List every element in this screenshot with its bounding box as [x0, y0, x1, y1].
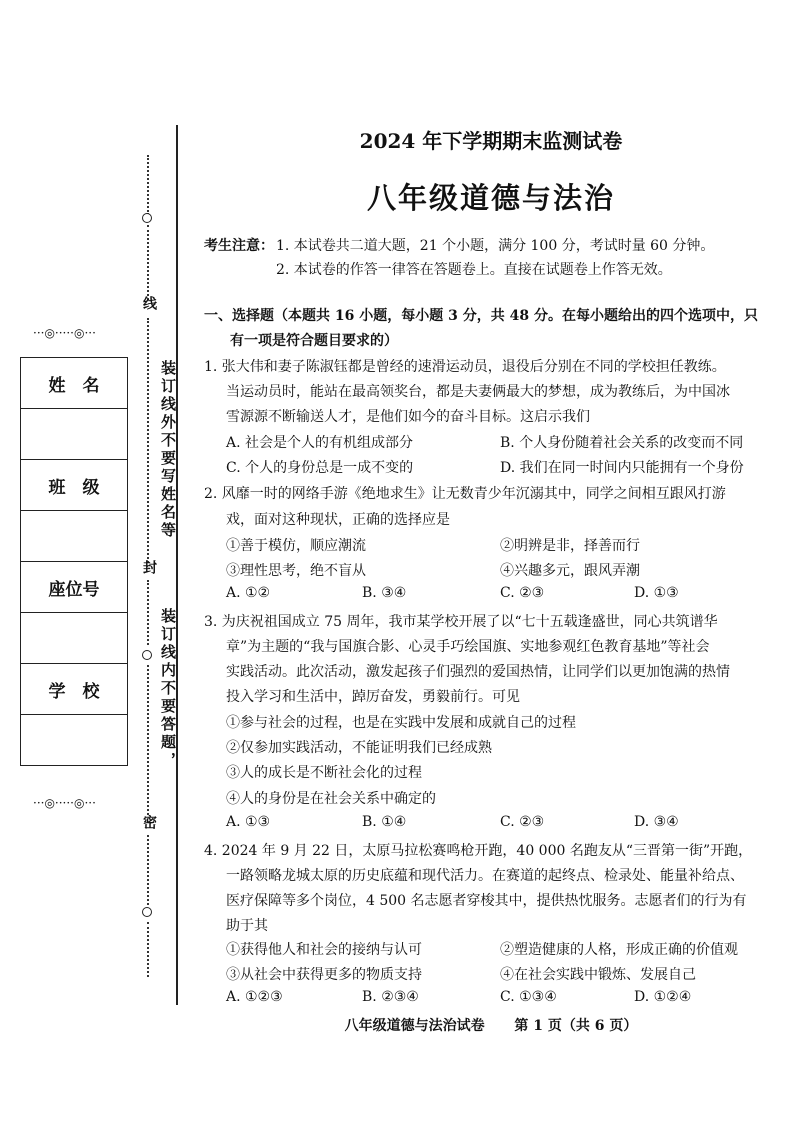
question-3-line: 章”为主题的“我与国旗合影、心灵手巧绘国旗、实地参观红色教育基地”等社会 [226, 639, 710, 655]
question-4-option-b[interactable]: B. ②③④ [362, 989, 419, 1005]
question-2-line: 戏，面对这种现状，正确的选择应是 [226, 512, 450, 528]
question-3-option-c[interactable]: C. ②③ [500, 814, 545, 830]
question-1-line: 雪源源不断输送人才，是他们如今的奋斗目标。这启示我们 [226, 409, 590, 425]
question-4-option-c[interactable]: C. ①③④ [500, 989, 557, 1005]
binding-mark-seal: 封 [141, 560, 157, 574]
question-2-statement: ①善于模仿，顺应潮流 [226, 538, 366, 554]
section-heading: 一、选择题（本题共 16 小题，每小题 3 分，共 48 分。在每小题给出的四个选项中，只 [204, 308, 758, 324]
binding-notice-lower: 装订线内不要答题， [159, 608, 177, 770]
binding-ring [142, 907, 152, 917]
question-3-statement: ②仅参加实践活动，不能证明我们已经成熟 [226, 740, 492, 756]
exam-title: 2024 年下学期期末监测试卷 [359, 129, 623, 153]
binding-dotted-line [147, 225, 149, 300]
question-3-option-b[interactable]: B. ①④ [362, 814, 407, 830]
question-2-option-d[interactable]: D. ①③ [634, 585, 679, 601]
question-2-option-b[interactable]: B. ③④ [362, 585, 407, 601]
question-3-line: 投入学习和生活中，踔厉奋发，勇毅前行。可见 [226, 689, 520, 705]
question-4-statement: ①获得他人和社会的接纳与认可 [226, 942, 422, 958]
section-heading-cont: 有一项是符合题目要求的） [230, 333, 398, 349]
info-blank-school[interactable] [21, 715, 128, 766]
question-3-option-d[interactable]: D. ③④ [634, 814, 679, 830]
question-4-statement: ②塑造健康的人格，形成正确的价值观 [500, 942, 738, 958]
question-4-line: 医疗保障等多个岗位，4 500 名志愿者穿梭其中，提供热忱服务。志愿者们的行为有 [226, 893, 747, 909]
binding-dotted-line [147, 318, 149, 563]
question-4-option-a[interactable]: A. ①②③ [226, 989, 283, 1005]
question-3-statement: ④人的身份是在社会关系中确定的 [226, 791, 436, 807]
question-1-option-a[interactable]: A. 社会是个人的有机组成部分 [226, 435, 414, 451]
question-3-option-a[interactable]: A. ①③ [226, 814, 271, 830]
binding-mark-secret: 密 [141, 815, 157, 829]
student-info-table [20, 357, 128, 766]
question-2-option-a[interactable]: A. ①② [226, 585, 271, 601]
question-1-option-c[interactable]: C. 个人的身份总是一成不变的 [226, 460, 414, 476]
question-3-line: 3. 为庆祝祖国成立 75 周年，我市某学校开展了以“七十五载逢盛世，同心共筑谱华 [204, 614, 718, 630]
binding-dotted-line [147, 665, 149, 815]
info-label-school: 学 校 [21, 664, 128, 715]
question-2-statement: ④兴趣多元，跟风弄潮 [500, 563, 640, 579]
binding-dotted-line [147, 155, 149, 215]
binding-ring [142, 650, 152, 660]
info-blank-seat[interactable] [21, 613, 128, 664]
info-label-seat: 座位号 [21, 562, 128, 613]
question-3-line: 实践活动。此次活动，激发起孩子们强烈的爱国热情，让同学们以更加饱满的热情 [226, 664, 730, 680]
question-1-option-d[interactable]: D. 我们在同一时间内只能拥有一个身份 [500, 460, 744, 476]
binding-vertical-rule [176, 125, 178, 1005]
subject-title: 八年级道德与法治 [366, 181, 615, 215]
question-4-statement: ③从社会中获得更多的物质支持 [226, 967, 422, 983]
notice-label: 考生注意： [204, 238, 274, 254]
page-footer [188, 1015, 794, 1035]
binding-dotted-line [147, 922, 149, 977]
binding-horizontal-marker: ···◎·····◎··· [33, 796, 96, 810]
binding-ring [142, 213, 152, 223]
question-2-line: 2. 风靡一时的网络手游《绝地求生》让无数青少年沉溺其中，同学之间相互跟风打游 [204, 486, 726, 502]
question-4-line: 一路领略龙城太原的历史底蕴和现代活力。在赛道的起终点、检录处、能量补给点、 [226, 868, 744, 884]
binding-horizontal-marker: ···◎·····◎··· [33, 326, 96, 340]
info-blank-class[interactable] [21, 511, 128, 562]
info-blank-name[interactable] [21, 409, 128, 460]
binding-dotted-line [147, 580, 149, 645]
notice-item-1: 1. 本试卷共二道大题，21 个小题，满分 100 分，考试时量 60 分钟。 [276, 238, 715, 254]
question-2-option-c[interactable]: C. ②③ [500, 585, 545, 601]
question-4-statement: ④在社会实践中锻炼、发展自己 [500, 967, 696, 983]
binding-dotted-line [147, 835, 149, 905]
question-1-line: 1. 张大伟和妻子陈淑钰都是曾经的速滑运动员，退役后分别在不同的学校担任教练。 [204, 359, 726, 375]
question-3-statement: ①参与社会的过程，也是在实践中发展和成就自己的过程 [226, 715, 576, 731]
info-label-name: 姓 名 [21, 358, 128, 409]
binding-mark-line: 线 [141, 296, 157, 310]
footer-subject: 八年级道德与法治试卷 [344, 1018, 485, 1034]
question-4-line: 4. 2024 年 9 月 22 日，太原马拉松赛鸣枪开跑，40 000 名跑友从“三晋第一街”开跑， [204, 843, 753, 859]
binding-notice-upper: 装订线外不要写姓名等 [159, 360, 177, 540]
question-4-line: 助于其 [226, 918, 268, 934]
question-4-option-d[interactable]: D. ①②④ [634, 989, 692, 1005]
footer-page-number: 第 1 页（共 6 页） [514, 1018, 638, 1034]
question-2-statement: ③理性思考，绝不盲从 [226, 563, 366, 579]
question-2-statement: ②明辨是非，择善而行 [500, 538, 640, 554]
question-1-line: 当运动员时，能站在最高领奖台，都是夫妻俩最大的梦想，成为教练后，为中国冰 [226, 384, 730, 400]
question-1-option-b[interactable]: B. 个人身份随着社会关系的改变而不同 [500, 435, 744, 451]
question-3-statement: ③人的成长是不断社会化的过程 [226, 765, 422, 781]
notice-item-2: 2. 本试卷的作答一律答在答题卷上。直接在试题卷上作答无效。 [276, 262, 672, 278]
info-label-class: 班 级 [21, 460, 128, 511]
